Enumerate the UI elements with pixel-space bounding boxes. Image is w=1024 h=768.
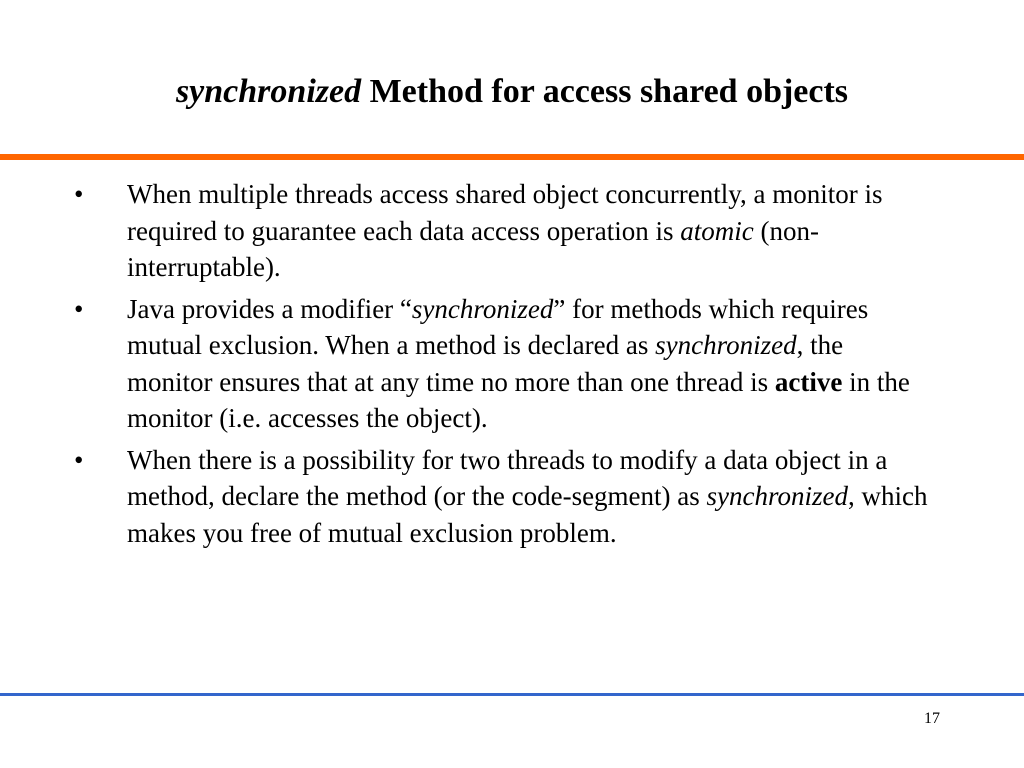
bullet-text-run: When multiple threads access shared object concurrently, a monitor is required to guarantee each data access operation is [127,179,883,246]
bullet-marker: • [74,179,84,209]
page-number: 17 [924,710,940,727]
title-text: Method for access shared objects [361,73,849,110]
bullet-text-run: , the monitor ensures that at any time no more than one thread is [127,330,844,397]
bullet-text-run: synchronized [655,330,797,360]
bullet-text-run: synchronized [706,481,849,511]
bullet-text-run: atomic [680,215,754,246]
bullet-text-run: synchronized [411,293,554,324]
bullet-item-2 [72,291,932,437]
bullet-marker: • [74,444,84,475]
bullet-text-run: When there is a possibility for two threads to modify a data object in a method, declare the method (or the code-segment) as [127,444,888,511]
bullet-item-3 [72,442,932,552]
bottom-divider [0,693,1024,696]
bullet-text-run: , which makes you free of mutual exclusion problem. [127,481,928,548]
bullet-text-run: (non-interruptable). [127,215,819,282]
bullet-list [72,176,932,556]
bullet-marker: • [74,293,84,324]
bullet-item-1 [72,176,932,286]
bullet-text-run: ” for methods which requires mutual exclusion. When a method is declared as [127,293,869,360]
slide-title [0,70,1024,114]
title-keyword: synchronized [175,73,362,110]
bullet-text-run: in the monitor (i.e. accesses the object). [127,366,910,433]
bullet-text-run: Java provides a modifier “ [127,293,412,324]
bullet-text-run: active [774,366,843,397]
top-divider [0,154,1024,160]
